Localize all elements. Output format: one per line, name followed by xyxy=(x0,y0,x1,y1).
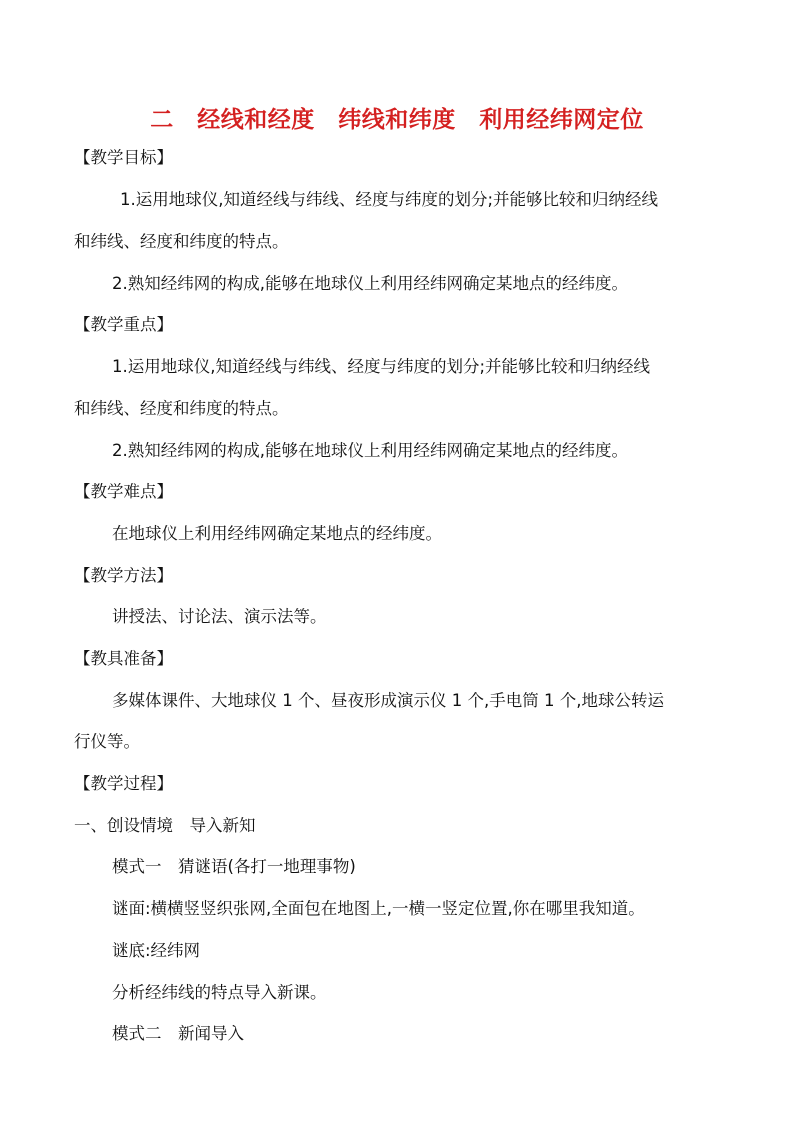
paragraph-line: 模式一 猜谜语(各打一地理事物) xyxy=(112,857,356,876)
paragraph-line: 讲授法、讨论法、演示法等。 xyxy=(112,607,327,626)
section-heading-process: 【教学过程】 xyxy=(74,774,173,793)
paragraph-line: 和纬线、经度和纬度的特点。 xyxy=(74,232,289,251)
paragraph-line: 多媒体课件、大地球仪 1 个、昼夜形成演示仪 1 个,手电筒 1 个,地球公转运 xyxy=(112,691,664,710)
paragraph-line: 行仪等。 xyxy=(74,732,140,751)
paragraph-line: 谜面:横横竖竖织张网,全面包在地图上,一横一竖定位置,你在哪里我知道。 xyxy=(112,899,645,918)
paragraph-line: 模式二 新闻导入 xyxy=(112,1024,244,1043)
section-heading-key-points: 【教学重点】 xyxy=(74,315,173,334)
paragraph-line: 1.运用地球仪,知道经线与纬线、经度与纬度的划分;并能够比较和归纳经线 xyxy=(120,190,659,209)
paragraph-line: 1.运用地球仪,知道经线与纬线、经度与纬度的划分;并能够比较和归纳经线 xyxy=(112,357,651,376)
section-heading-methods: 【教学方法】 xyxy=(74,566,173,585)
section-heading-difficulties: 【教学难点】 xyxy=(74,482,173,501)
section-heading-materials: 【教具准备】 xyxy=(74,649,173,668)
paragraph-line: 2.熟知经纬网的构成,能够在地球仪上利用经纬网确定某地点的经纬度。 xyxy=(112,441,628,460)
paragraph-line: 2.熟知经纬网的构成,能够在地球仪上利用经纬网确定某地点的经纬度。 xyxy=(112,274,628,293)
paragraph-line: 和纬线、经度和纬度的特点。 xyxy=(74,399,289,418)
paragraph-line: 谜底:经纬网 xyxy=(112,941,201,960)
subsection-heading: 一、创设情境 导入新知 xyxy=(74,816,256,835)
document-title: 二 经线和经度 纬线和纬度 利用经纬网定位 xyxy=(150,107,644,133)
paragraph-line: 在地球仪上利用经纬网确定某地点的经纬度。 xyxy=(112,524,442,543)
section-heading-objectives: 【教学目标】 xyxy=(74,148,173,167)
paragraph-line: 分析经纬线的特点导入新课。 xyxy=(112,983,327,1002)
